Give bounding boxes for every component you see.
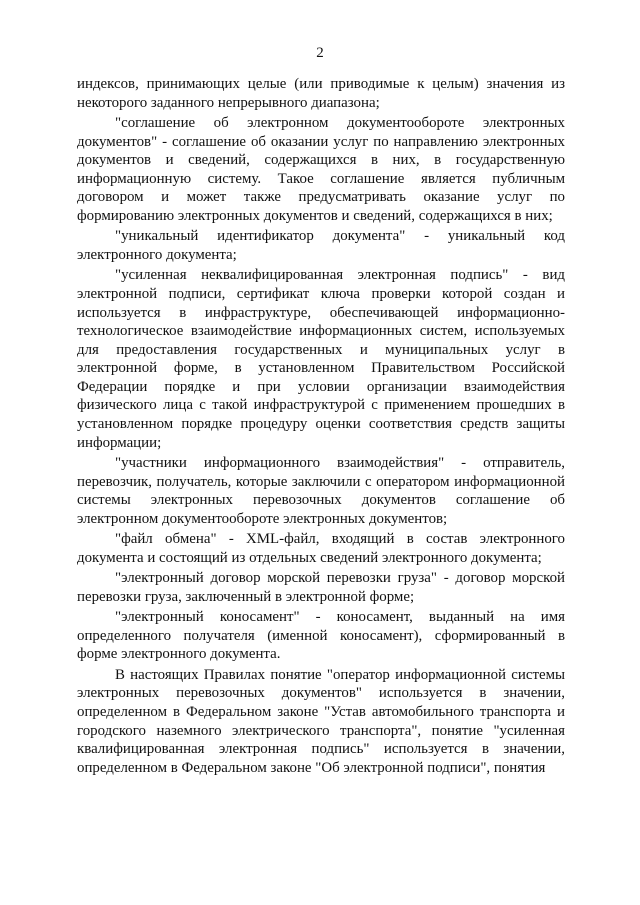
paragraph-definition: "электронный договор морской перевозки груза" - договор морской перевозки груза, заключенный в электронной форме; (77, 570, 565, 605)
page-number: 2 (316, 45, 324, 61)
paragraph-terms-reference: В настоящих Правилах понятие "оператор информационной системы электронных перевозочных документов" используется в значении, определенном в Федеральном законе "Устав автомобильного транспорта и городского наземного электрического транспорта", понятие "усиленная квалифицированная электронная подпись" используется в значении, определенном в Федеральном законе "Об электронной подписи", понятия (77, 666, 565, 776)
paragraph-definition: "участники информационного взаимодействия" - отправитель, перевозчик, получатель, которые заключили с оператором информационной системы электронных перевозочных документов соглашение об электронном документообороте электронных документов; (77, 455, 565, 527)
paragraph-definition: "усиленная неквалифицированная электронная подпись" - вид электронной подписи, сертификат ключа проверки которой создан и используется в инфраструктуре, обеспечивающей информационно-технологическое взаимодействие информационных систем, используемых для предоставления государственных и муниципальных услуг в электронной форме, в установленном Правительством Российской Федерации порядке и при условии организации взаимодействия физического лица с такой инфраструктурой с применением прошедших в установленном порядке процедуру оценки соответствия средств защиты информации; (77, 267, 565, 451)
document-body (77, 75, 565, 779)
paragraph-definition: "уникальный идентификатор документа" - уникальный код электронного документа; (77, 228, 565, 263)
paragraph-continuation: индексов, принимающих целые (или приводимые к целым) значения из некоторого заданного непрерывного диапазона; (77, 76, 565, 111)
paragraph-definition: "электронный коносамент" - коносамент, выданный на имя определенного получателя (именной коносамент), сформированный в форме электронного документа. (77, 609, 565, 663)
paragraph-definition: "соглашение об электронном документообороте электронных документов" - соглашение об оказании услуг по направлению электронных документов и сведений, содержащихся в них, в государственную информационную систему. Такое соглашение является публичным договором и может также предусматривать оказание услуг по формированию электронных документов и сведений, содержащихся в них; (77, 114, 565, 224)
paragraph-definition: "файл обмена" - XML-файл, входящий в состав электронного документа и состоящий из отдельных сведений электронного документа; (77, 531, 565, 566)
